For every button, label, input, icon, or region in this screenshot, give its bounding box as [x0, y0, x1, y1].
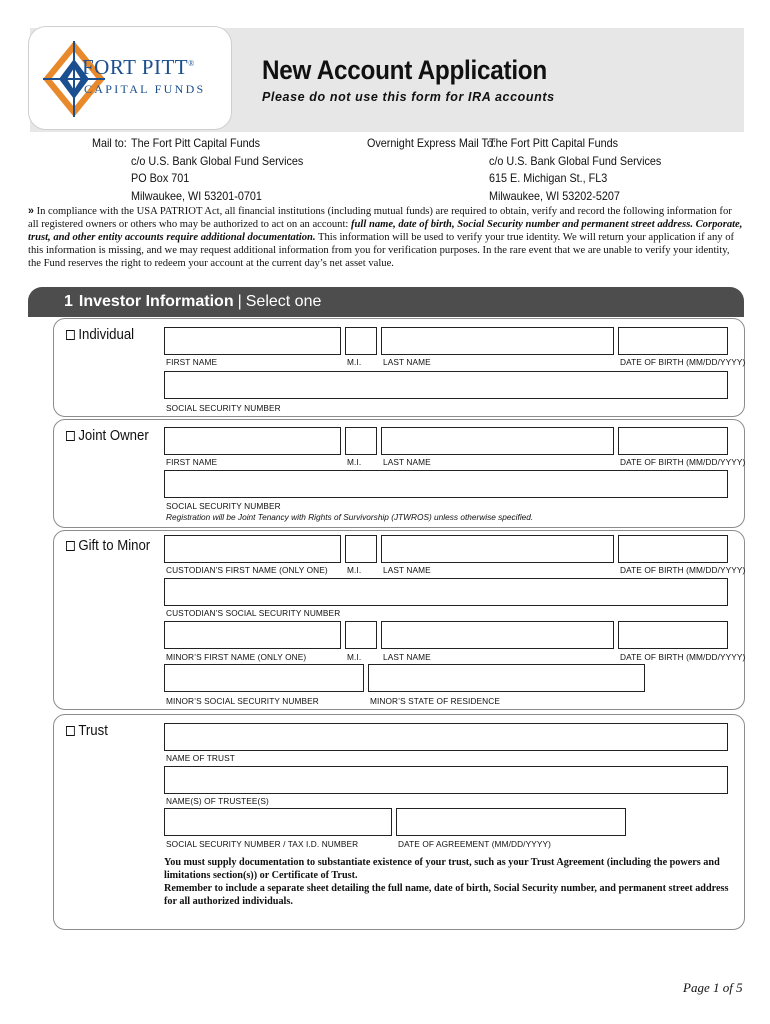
custodian-first-name-caption: CUSTODIAN’S FIRST NAME (ONLY ONE): [166, 565, 328, 575]
individual-option[interactable]: Individual: [66, 326, 134, 343]
trust-name-field[interactable]: [164, 723, 728, 751]
checkbox-icon[interactable]: [66, 431, 75, 441]
joint-dob-caption: DATE OF BIRTH (MM/DD/YYYY): [620, 457, 746, 467]
custodian-first-name-field[interactable]: [164, 535, 341, 563]
individual-ssn-field[interactable]: [164, 371, 728, 399]
trustees-caption: NAME(S) OF TRUSTEE(S): [166, 796, 269, 806]
minor-state-field[interactable]: [368, 664, 645, 692]
minor-last-name-field[interactable]: [381, 621, 614, 649]
checkbox-icon[interactable]: [66, 330, 75, 340]
joint-mi-field[interactable]: [345, 427, 377, 455]
minor-first-name-caption: MINOR’S FIRST NAME (ONLY ONE): [166, 652, 307, 662]
trust-tax-id-caption: SOCIAL SECURITY NUMBER / TAX I.D. NUMBER: [166, 839, 359, 849]
page-number: Page 1 of 5: [683, 980, 743, 995]
individual-mi-caption: M.I.: [347, 357, 362, 367]
trustees-field[interactable]: [164, 766, 728, 794]
page-subtitle: Please do not use this form for IRA accounts: [262, 90, 555, 104]
trust-agreement-date-field[interactable]: [396, 808, 626, 836]
custodian-dob-field[interactable]: [618, 535, 728, 563]
minor-mi-field[interactable]: [345, 621, 377, 649]
trust-tax-id-field[interactable]: [164, 808, 392, 836]
page-title: New Account Application: [262, 55, 547, 85]
checkbox-icon[interactable]: [66, 726, 75, 736]
joint-mi-caption: M.I.: [347, 457, 362, 467]
trust-agreement-date-caption: DATE OF AGREEMENT (MM/DD/YYYY): [398, 839, 551, 849]
gift-to-minor-option[interactable]: Gift to Minor: [66, 537, 150, 554]
jtwros-note: Registration will be Joint Tenancy with Rights of Survivorship (JTWROS) unless otherwise specified.: [166, 512, 534, 522]
joint-first-name-caption: FIRST NAME: [166, 457, 218, 467]
chevron-right-icon: »: [28, 205, 34, 217]
trust-option[interactable]: Trust: [66, 722, 108, 739]
individual-first-name-field[interactable]: [164, 327, 341, 355]
minor-ssn-field[interactable]: [164, 664, 364, 692]
individual-last-name-caption: LAST NAME: [383, 357, 431, 367]
checkbox-icon[interactable]: [66, 541, 75, 551]
individual-first-name-caption: FIRST NAME: [166, 357, 218, 367]
individual-ssn-caption: SOCIAL SECURITY NUMBER: [166, 403, 281, 413]
joint-first-name-field[interactable]: [164, 427, 341, 455]
custodian-last-name-caption: LAST NAME: [383, 565, 431, 575]
custodian-mi-field[interactable]: [345, 535, 377, 563]
individual-dob-field[interactable]: [618, 327, 728, 355]
brand-subtitle: CAPITAL FUNDS: [84, 82, 206, 96]
custodian-ssn-caption: CUSTODIAN’S SOCIAL SECURITY NUMBER: [166, 608, 341, 618]
custodian-last-name-field[interactable]: [381, 535, 614, 563]
section-title: 1 Investor Information | Select one: [64, 293, 322, 310]
joint-ssn-field[interactable]: [164, 470, 728, 498]
trust-authorized-individuals-note: Remember to include a separate sheet detailing the full name, date of birth, Social Security number, and permanent street address for all authorized individuals.: [164, 883, 729, 907]
custodian-ssn-field[interactable]: [164, 578, 728, 606]
joint-owner-option[interactable]: Joint Owner: [66, 427, 149, 444]
overnight-mail-label: Overnight Express Mail To:: [367, 136, 496, 150]
trust-documentation-note: You must supply documentation to substantiate existence of your trust, such as your Trust Agreement (including the powers and limitations section(s)) or Certificate of Trust.: [164, 857, 720, 881]
brand-name: FORT PITT®: [82, 55, 195, 79]
individual-dob-caption: DATE OF BIRTH (MM/DD/YYYY): [620, 357, 746, 367]
minor-state-caption: MINOR’S STATE OF RESIDENCE: [370, 696, 500, 706]
overnight-mail-address: The Fort Pitt Capital Funds c/o U.S. Bank Global Fund Services 615 E. Michigan St., FL3 Milwaukee, WI 53202-5207: [489, 136, 662, 203]
individual-mi-field[interactable]: [345, 327, 377, 355]
minor-last-name-caption: LAST NAME: [383, 652, 431, 662]
individual-last-name-field[interactable]: [381, 327, 614, 355]
joint-last-name-caption: LAST NAME: [383, 457, 431, 467]
joint-last-name-field[interactable]: [381, 427, 614, 455]
minor-ssn-caption: MINOR’S SOCIAL SECURITY NUMBER: [166, 696, 319, 706]
minor-first-name-field[interactable]: [164, 621, 341, 649]
patriot-act-notice: » In compliance with the USA PATRIOT Act, all financial institutions (including mutual funds) are required to obtain, verify and record the following information for all registered owners or others who may be authorized to act on an account: full name, date of birth, Social Security number and permanent street address. Corporate, trust, and other entity accounts require additional documentation. This information will be used to verify your true identity. We will return your application if any of this information is missing, and we may request additional information from you for verification purposes. In the rare event that we are unable to verify your identity, the Fund reserves the right to redeem your account at the current day’s net asset value.: [28, 205, 743, 269]
custodian-dob-caption: DATE OF BIRTH (MM/DD/YYYY): [620, 565, 746, 575]
mail-to-label: Mail to:: [92, 136, 127, 150]
custodian-mi-caption: M.I.: [347, 565, 362, 575]
minor-dob-caption: DATE OF BIRTH (MM/DD/YYYY): [620, 652, 746, 662]
mail-to-address: The Fort Pitt Capital Funds c/o U.S. Bank Global Fund Services PO Box 701 Milwaukee, WI 53201-0701: [131, 136, 304, 203]
trust-name-caption: NAME OF TRUST: [166, 753, 235, 763]
joint-ssn-caption: SOCIAL SECURITY NUMBER: [166, 501, 281, 511]
joint-dob-field[interactable]: [618, 427, 728, 455]
minor-mi-caption: M.I.: [347, 652, 362, 662]
minor-dob-field[interactable]: [618, 621, 728, 649]
